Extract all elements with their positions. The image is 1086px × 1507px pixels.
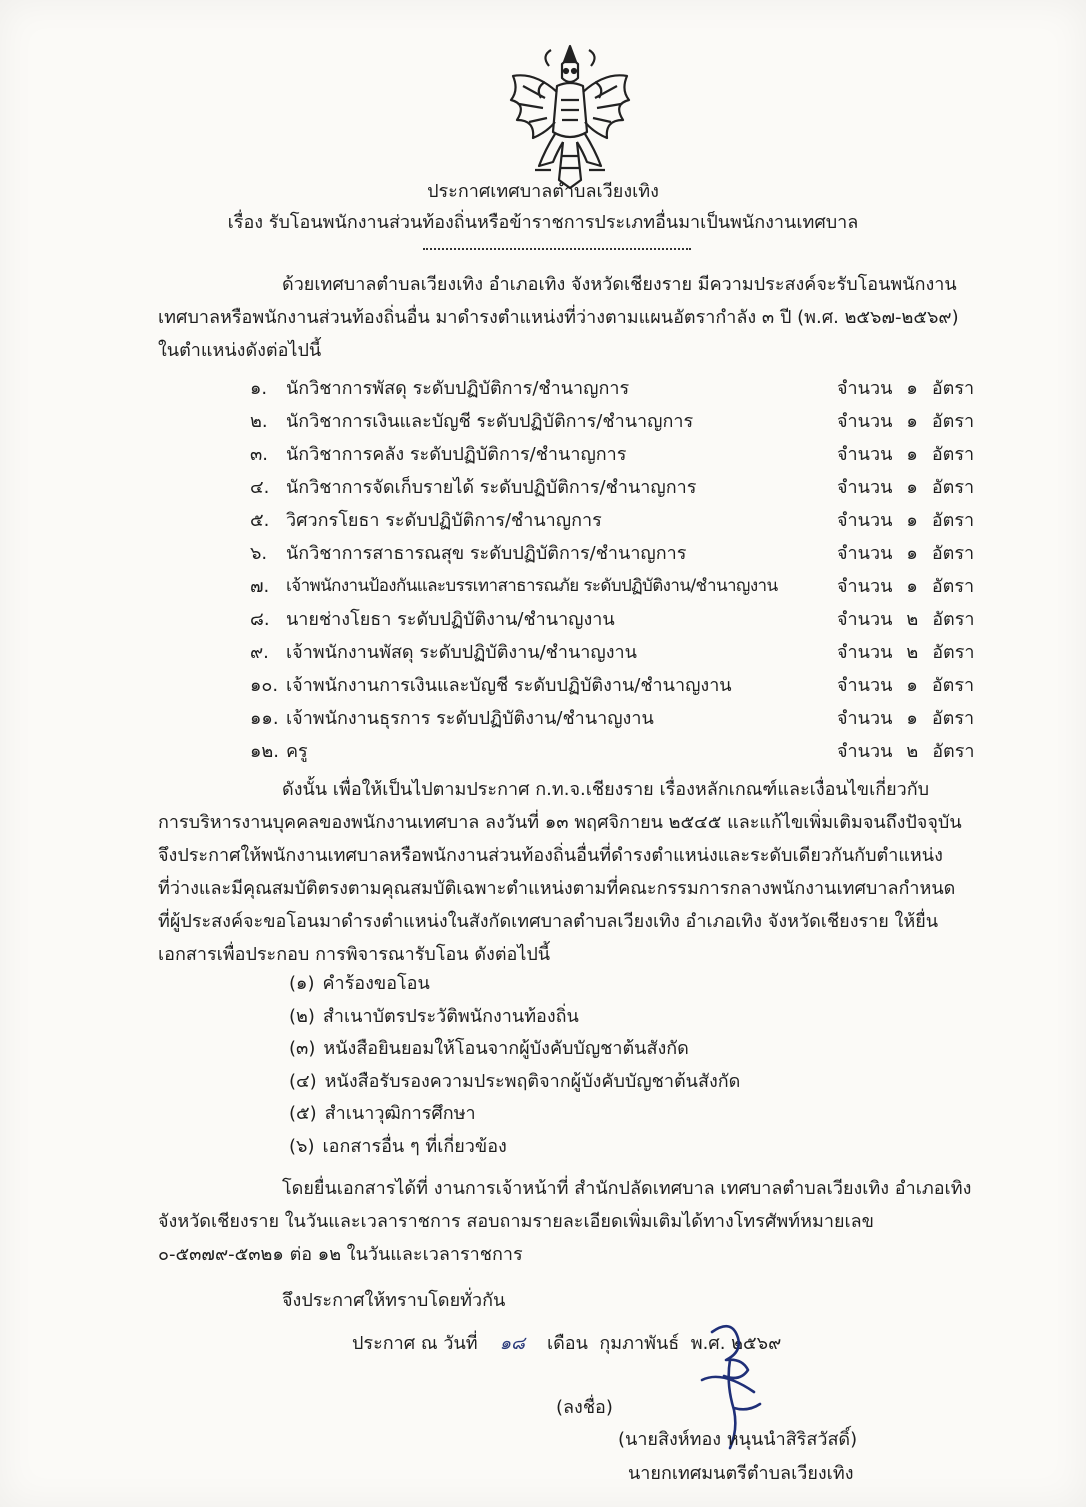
document-number: (๖)	[289, 1135, 315, 1157]
position-number: ๑๐.	[250, 675, 279, 696]
document-item	[289, 1131, 748, 1164]
position-number: ๖.	[250, 543, 268, 564]
rate-label: อัตรา	[931, 543, 975, 564]
document-text: หนังสือยินยอมให้โอนจากผู้บังคับบัญชาต้นสังกัด	[323, 1038, 689, 1059]
position-name: นักวิชาการสาธารณสุข ระดับปฏิบัติการ/ชำนาญการ	[286, 543, 687, 564]
position-name: เจ้าพนักงานพัสดุ ระดับปฏิบัติงาน/ชำนาญงาน	[286, 642, 637, 663]
document-number: (๑)	[289, 973, 315, 994]
count-label: จำนวน	[837, 708, 893, 729]
document-number: (๕)	[289, 1103, 317, 1124]
count-value: ๑	[906, 675, 918, 696]
intro-line-2: เทศบาลหรือพนักงานส่วนท้องถิ่นอื่น มาดำรงตำแหน่งที่ว่างตามแผนอัตรากำลัง ๓ ปี (พ.ศ. ๒๕๖๗-๒๕๖๙)	[158, 307, 959, 328]
document-item	[289, 1001, 748, 1034]
date-prefix: ประกาศ ณ วันที่	[352, 1333, 478, 1354]
position-count	[837, 735, 989, 768]
para3-line-3: ๐-๕๓๗๙-๕๓๒๑ ต่อ ๑๒ ในวันและเวลาราชการ	[158, 1244, 523, 1265]
count-value: ๒	[906, 741, 919, 762]
document-item	[289, 1098, 748, 1131]
announcement-title: ประกาศเทศบาลตำบลเวียงเทิง	[427, 181, 659, 202]
rate-label: อัตรา	[931, 477, 975, 498]
position-name: นักวิชาการคลัง ระดับปฏิบัติการ/ชำนาญการ	[286, 444, 627, 465]
count-value: ๑	[906, 444, 918, 465]
para2-line-3: จึงประกาศให้พนักงานเทศบาลหรือพนักงานส่วนท้องถิ่นอื่นที่ดำรงตำแหน่งและระดับเดียวกันกับตำแหน่ง	[158, 845, 943, 866]
count-label: จำนวน	[837, 543, 893, 564]
position-number: ๑๑.	[250, 708, 279, 729]
document-text: คำร้องขอโอน	[322, 973, 430, 994]
position-item	[250, 735, 990, 768]
position-name: นายช่างโยธา ระดับปฏิบัติงาน/ชำนาญงาน	[286, 609, 615, 630]
position-item	[250, 570, 990, 603]
para2-line-6: เอกสารเพื่อประกอบ การพิจารณารับโอน ดังต่อไปนี้	[158, 944, 551, 965]
position-count	[837, 405, 988, 438]
signer-name: (นายสิงห์ทอง หนุนนำสิริสวัสดิ์)	[618, 1429, 858, 1450]
position-list	[250, 372, 990, 768]
position-name: ครู	[286, 741, 308, 762]
count-value: ๑	[906, 477, 918, 498]
position-item	[250, 471, 990, 504]
position-count	[837, 603, 989, 636]
count-value: ๑	[906, 543, 918, 564]
document-text: เอกสารอื่น ๆ ที่เกี่ยวข้อง	[322, 1135, 507, 1157]
position-count	[837, 471, 988, 504]
document-number: (๔)	[289, 1070, 317, 1092]
position-number: ๙.	[250, 642, 269, 663]
count-label: จำนวน	[837, 411, 893, 432]
position-item	[250, 636, 990, 669]
para2-line-4: ที่ว่างและมีคุณสมบัติตรงตามคุณสมบัติเฉพาะตำแหน่งตามที่คณะกรรมการกลางพนักงานเทศบาลกำหนด	[158, 878, 956, 899]
position-item	[250, 405, 990, 438]
intro-paragraph	[158, 268, 988, 367]
closing-statement: จึงประกาศให้ทราบโดยทั่วกัน	[282, 1290, 506, 1311]
position-count	[837, 438, 988, 471]
position-number: ๑.	[250, 378, 268, 399]
position-item	[250, 603, 990, 636]
count-label: จำนวน	[837, 444, 893, 465]
position-name: เจ้าพนักงานการเงินและบัญชี ระดับปฏิบัติงาน/ชำนาญงาน	[286, 675, 732, 696]
position-number: ๕.	[250, 510, 270, 531]
rate-label: อัตรา	[931, 576, 975, 597]
count-label: จำนวน	[837, 642, 893, 663]
announcement-subject: เรื่อง รับโอนพนักงานส่วนท้องถิ่นหรือข้าราชการประเภทอื่นมาเป็นพนักงานเทศบาล	[227, 212, 859, 233]
position-item	[250, 669, 990, 702]
position-item	[250, 504, 990, 537]
date-year: พ.ศ. ๒๕๖๙	[690, 1333, 782, 1354]
signer-title: นายกเทศมนตรีตำบลเวียงเทิง	[628, 1463, 854, 1484]
garuda-emblem	[505, 42, 635, 192]
count-label: จำนวน	[837, 378, 893, 399]
count-value: ๒	[906, 609, 919, 630]
position-item	[250, 537, 990, 570]
count-value: ๑	[906, 378, 918, 399]
position-name: นักวิชาการจัดเก็บรายได้ ระดับปฏิบัติการ/ชำนาญการ	[286, 477, 697, 498]
date-month-label: เดือน	[546, 1333, 588, 1354]
count-value: ๑	[906, 708, 918, 729]
position-count	[837, 570, 988, 603]
count-label: จำนวน	[837, 741, 893, 762]
count-value: ๑	[906, 510, 918, 531]
position-item	[250, 438, 990, 471]
position-name: นักวิชาการเงินและบัญชี ระดับปฏิบัติการ/ชำนาญการ	[286, 411, 694, 432]
rate-label: อัตรา	[931, 708, 975, 729]
dotted-divider	[423, 248, 691, 250]
rate-label: อัตรา	[932, 642, 975, 663]
position-item	[250, 372, 990, 405]
sign-label: (ลงชื่อ)	[556, 1397, 613, 1418]
count-label: จำนวน	[837, 510, 893, 531]
count-value: ๑	[906, 411, 918, 432]
position-number: ๗.	[250, 576, 270, 597]
rate-label: อัตรา	[931, 378, 975, 399]
position-item	[250, 702, 990, 735]
position-count	[837, 636, 989, 669]
rate-label: อัตรา	[931, 444, 975, 465]
position-count	[837, 372, 988, 405]
count-label: จำนวน	[837, 576, 893, 597]
position-number: ๑๒.	[250, 741, 280, 762]
position-number: ๘.	[250, 609, 270, 630]
para2-line-2: การบริหารงานบุคคลของพนักงานเทศบาล ลงวันที่ ๑๓ พฤศจิกายน ๒๕๔๕ และแก้ไขเพิ่มเติมจนถึงปัจจุบัน	[158, 812, 962, 833]
count-label: จำนวน	[837, 675, 893, 696]
rate-label: อัตรา	[931, 510, 975, 531]
rate-label: อัตรา	[931, 675, 975, 696]
count-value: ๒	[906, 642, 919, 663]
para2-line-1: ดังนั้น เพื่อให้เป็นไปตามประกาศ ก.ท.จ.เชียงราย เรื่องหลักเกณฑ์และเงื่อนไขเกี่ยวกับ	[282, 779, 930, 800]
para3-line-1: โดยยื่นเอกสารได้ที่ งานการเจ้าหน้าที่ สำนักปลัดเทศบาล เทศบาลตำบลเวียงเทิง อำเภอเทิง	[282, 1178, 972, 1199]
intro-line-1: ด้วยเทศบาลตำบลเวียงเทิง อำเภอเทิง จังหวัดเชียงราย มีความประสงค์จะรับโอนพนักงาน	[282, 274, 957, 295]
rate-label: อัตรา	[931, 411, 975, 432]
document-list	[289, 968, 748, 1163]
para2-line-5: ที่ผู้ประสงค์จะขอโอนมาดำรงตำแหน่งในสังกัดเทศบาลตำบลเวียงเทิง อำเภอเทิง จังหวัดเชียงราย ให้ยื่น	[158, 911, 939, 932]
position-name: เจ้าพนักงานป้องกันและบรรเทาสาธารณภัย ระดับปฏิบัติงาน/ชำนาญงาน	[286, 576, 778, 596]
document-number: (๒)	[289, 1005, 315, 1027]
para3-line-2: จังหวัดเชียงราย ในวันและเวลาราชการ สอบถามรายละเอียดเพิ่มเติมได้ทางโทรศัพท์หมายเลข	[158, 1211, 874, 1232]
document-item	[289, 1033, 748, 1066]
position-count	[837, 669, 988, 702]
count-label: จำนวน	[837, 477, 893, 498]
requirements-paragraph	[158, 773, 988, 971]
position-number: ๓.	[250, 444, 269, 465]
document-item	[289, 968, 748, 1001]
count-label: จำนวน	[837, 609, 893, 630]
rate-label: อัตรา	[932, 609, 975, 630]
position-name: วิศวกรโยธา ระดับปฏิบัติการ/ชำนาญการ	[286, 510, 602, 531]
document-text: สำเนาวุฒิการศึกษา	[324, 1103, 476, 1124]
position-number: ๔.	[250, 477, 270, 498]
document-text: สำเนาบัตรประวัติพนักงานท้องถิ่น	[322, 1005, 579, 1027]
position-count	[837, 702, 988, 735]
date-month: กุมภาพันธ์	[599, 1333, 680, 1354]
date-day: ๑๘	[499, 1333, 525, 1354]
position-name: เจ้าพนักงานธุรการ ระดับปฏิบัติงาน/ชำนาญงาน	[286, 708, 654, 729]
position-count	[837, 537, 988, 570]
position-name: นักวิชาการพัสดุ ระดับปฏิบัติการ/ชำนาญการ	[286, 378, 630, 399]
position-count	[837, 504, 988, 537]
document-item	[289, 1066, 748, 1099]
rate-label: อัตรา	[932, 741, 975, 762]
position-number: ๒.	[250, 411, 268, 432]
document-number: (๓)	[289, 1038, 316, 1059]
submission-paragraph	[158, 1172, 988, 1271]
intro-line-3: ในตำแหน่งดังต่อไปนี้	[158, 340, 322, 361]
count-value: ๑	[906, 576, 918, 597]
document-text: หนังสือรับรองความประพฤติจากผู้บังคับบัญชาต้นสังกัด	[324, 1070, 741, 1092]
